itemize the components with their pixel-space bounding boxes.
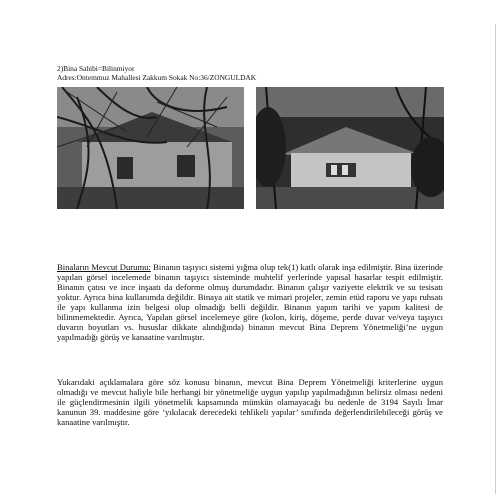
building-photo-right	[256, 87, 444, 209]
page-edge-line	[495, 24, 496, 494]
building-status-heading: Binaların Mevcut Durumu:	[57, 262, 151, 272]
conclusion-paragraph: Yukarıdaki açıklamalara göre söz konusu binanın, mevcut Bina Deprem Yönetmeliği kriterlerine uygun olmadığı ve mevcut haliyle bile herhangi bir yönetmeliğe uygun yapılıp yapılmadığının belirsiz olması nedeni ile güçlendirmesinin ilgili yönetmelik kapsamında mümkün olamayacağı bu nedenle de 3194 Sayılı İmar kanunun 39. maddesine göre ‘yıkılacak derecedeki tehlikeli yapılar’ sınıfında değerlendirilebileceği görüş ve kanaatine varılmıştır.	[57, 377, 443, 427]
building-status-paragraph	[57, 262, 443, 342]
building-photo-left	[57, 87, 244, 209]
building-owner-line: 2)Bina Sahibi=Bilinmiyor	[57, 64, 135, 73]
building-address-line: Adres:Ontemmuz Mahallesi Zakkum Sokak No:36/ZONGULDAK	[57, 73, 257, 82]
building-status-text: Binanın taşıyıcı sistemi yığma olup tek(1) katlı olarak inşa edilmiştir. Bina üzerinde yapılan görsel incelemede binanın taşıyıcı sisteminde muhtelif yerlerinde yapısal hasarlar tespit edilmiştir. Binanın çatısı ve ince inşaatı da deforme olmuş durumdadır. Binanın çalışır vaziyette elektrik ve su tesisatı yoktur. Ayrıca bina kullanımda değildir. Binaya ait statik ve mimari projeler, zemin etüd raporu ve yapı ruhsatı ile yapı kullanma izin belgesi olup olmadığı belli değildir. Binanın yapım tarihi ve yapım kalitesi de bilinmemektedir. Ayrıca, Yapılan görsel incelemeye göre (kolon, kiriş, döşeme, perde duvar ve/veya taşıyıcı duvarın boyutları vs. hususlar dikkate alındığında) binanın mevcut Bina Deprem Yönetmeliği’ne uygun yapılmadığı görüş ve kanaatine varılmıştır.	[57, 262, 443, 342]
